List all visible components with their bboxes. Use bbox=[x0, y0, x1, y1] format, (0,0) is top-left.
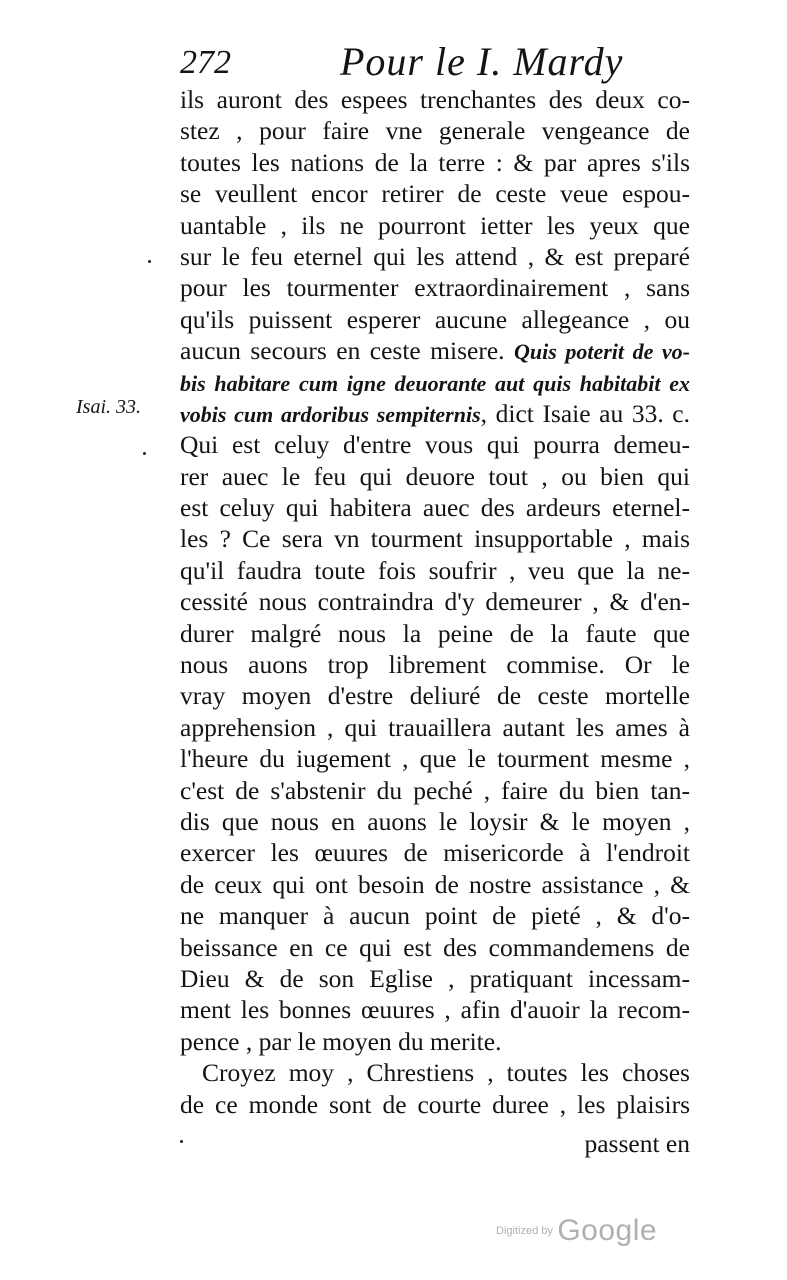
page-header bbox=[180, 38, 700, 86]
latin-quote: vobis cum ardoribus sempiternis bbox=[180, 401, 481, 427]
text-line: qu'ils puissent esperer aucune allegeance , ou bbox=[180, 304, 690, 334]
google-wordmark: Google bbox=[557, 1214, 658, 1247]
text-line: nous auons trop librement commise. Or le bbox=[180, 650, 690, 680]
paragraph-start: Croyez moy , Chrestiens , toutes les choses bbox=[202, 1058, 690, 1088]
text-line: toutes les nations de la terre : & par apres s'ils bbox=[180, 147, 690, 177]
text-line: de ce monde sont de courte duree , les plaisirs bbox=[180, 1089, 690, 1119]
running-head: Pour le I. Mardy bbox=[340, 39, 624, 84]
text-line: se veullent encor retirer de ceste veue espou- bbox=[180, 179, 690, 209]
text-line: ne manquer à aucun point de pieté , & d'o- bbox=[180, 901, 690, 931]
ink-speck bbox=[180, 1140, 183, 1143]
text-line: pence , par le moyen du merite. bbox=[180, 1026, 502, 1056]
text-line: Qui est celuy d'entre vous qui pourra demeu- bbox=[180, 430, 690, 460]
text-line: pour les tourmenter extraordinairement , sans bbox=[180, 273, 690, 303]
text-line: uantable , ils ne pourront ietter les yeux que bbox=[180, 210, 690, 240]
catchword: passent en bbox=[584, 1128, 690, 1158]
text-line: qu'il faudra toute fois soufrir , veu que la ne- bbox=[180, 555, 690, 585]
text-line: dis que nous en auons le loysir & le moyen , bbox=[180, 806, 690, 836]
text-line: beissance en ce qui est des commandemens de bbox=[180, 932, 690, 962]
text-line: Dieu & de son Eglise , pratiquant incessam- bbox=[180, 963, 690, 993]
latin-quote-line bbox=[180, 367, 690, 398]
text-line: l'heure du iugement , que le tourment mesme , bbox=[180, 744, 690, 774]
latin-quote: bis habitare cum igne deuorante aut quis habitabit ex bbox=[180, 370, 690, 396]
text-line: ils auront des espees trenchantes des deux co- bbox=[180, 85, 690, 114]
digitized-by-text: Digitized by bbox=[496, 1225, 553, 1237]
text-line: cessité nous contraindra d'y demeurer , & d'en- bbox=[180, 587, 690, 617]
text-line: est celuy qui habitera auec des ardeurs eternel- bbox=[180, 493, 690, 523]
page-number: 272 bbox=[180, 44, 231, 81]
text-line: ment les bonnes œuures , afin d'auoir la recom- bbox=[180, 995, 690, 1025]
text-line: c'est de s'abstenir du peché , faire du bien tan- bbox=[180, 775, 690, 805]
latin-quote: Quis poterit de vo- bbox=[513, 339, 690, 365]
text-line: durer malgré nous la peine de la faute que bbox=[180, 618, 690, 648]
text-line: de ceux qui ont besoin de nostre assistance , & bbox=[180, 869, 690, 899]
text-line-with-latin: aucun secours en ceste misere. Quis poterit de vo- bbox=[180, 336, 690, 366]
digitization-watermark bbox=[496, 1214, 657, 1248]
text-line: apprehension , qui trauaillera autant les ames à bbox=[180, 712, 690, 742]
latin-quote-line: vobis cum ardoribus sempiternis, dict Isaie au 33. c. bbox=[180, 398, 690, 428]
text-line: sur le feu eternel qui les attend , & est preparé bbox=[180, 241, 690, 271]
text-line: rer auec le feu qui deuore tout , ou bien qui bbox=[180, 461, 690, 491]
text-line: les ? Ce sera vn tourment insupportable , mais bbox=[180, 524, 690, 554]
ink-speck bbox=[148, 260, 151, 263]
text-line: stez , pour faire vne generale vengeance de bbox=[180, 116, 690, 146]
text-line: exercer les œuures de misericorde à l'endroit bbox=[180, 838, 690, 868]
ink-speck bbox=[143, 452, 146, 455]
body-text bbox=[180, 84, 690, 1159]
text-line: vray moyen d'estre deliuré de ceste mortelle bbox=[180, 681, 690, 711]
margin-note: Isai. 33. bbox=[76, 396, 141, 418]
